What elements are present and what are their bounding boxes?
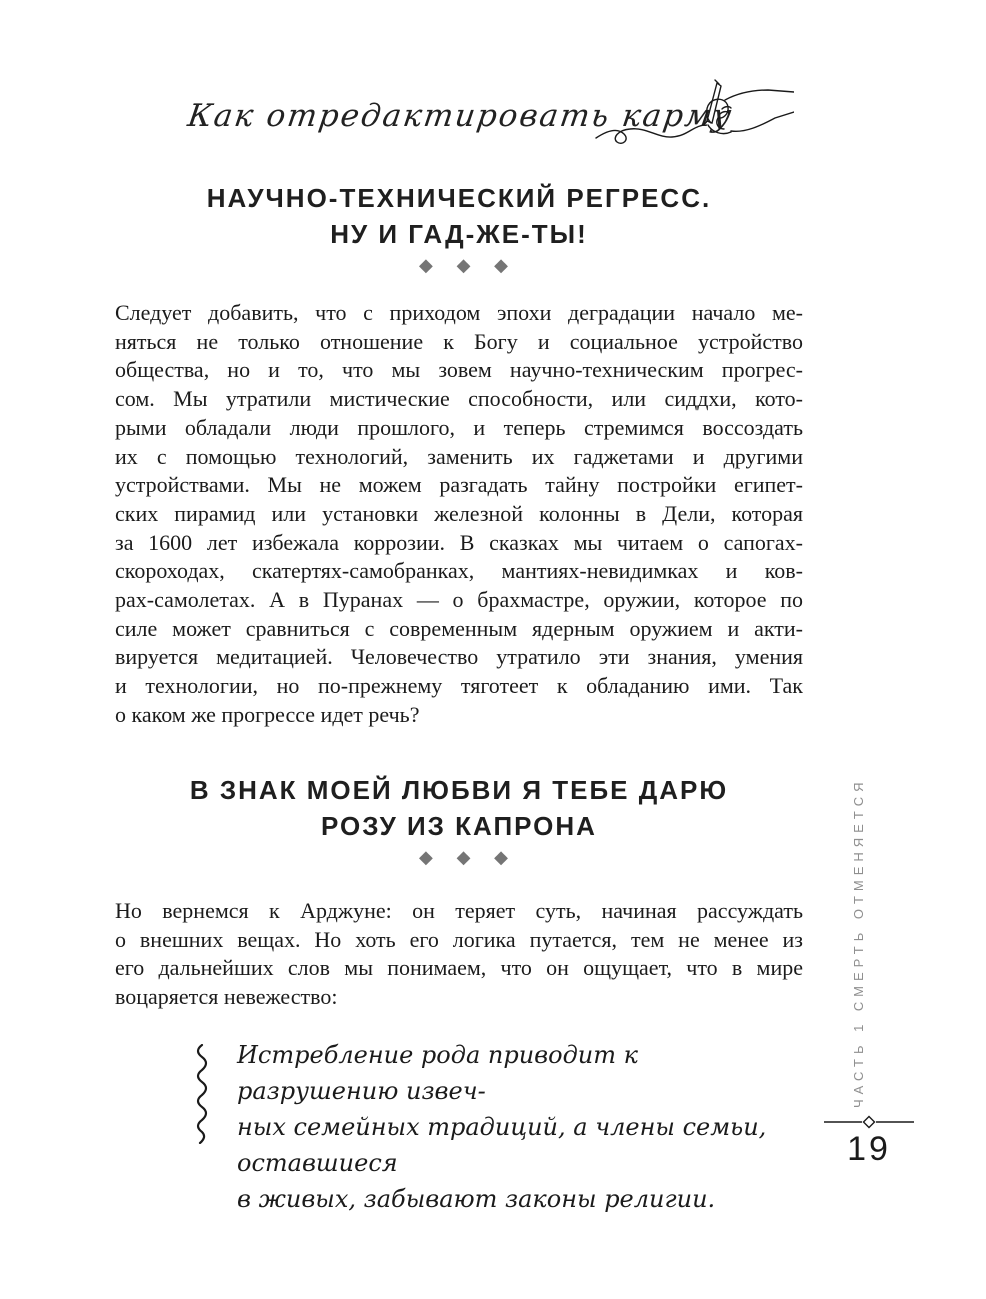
text-line: В ЗНАК МОЕЙ ЛЮБВИ Я ТЕБЕ ДАРЮ	[189, 775, 729, 805]
diamond-ornament: ◆ ◆ ◆	[419, 847, 517, 868]
body-paragraph	[115, 897, 803, 1012]
text-line: за 1600 лет избежала коррозии. В сказках мы читаем о сапогах-	[115, 529, 803, 555]
hand-pen-icon	[594, 76, 794, 172]
text-line: НАУЧНО-ТЕХНИЧЕСКИЙ РЕГРЕСС.	[206, 183, 712, 213]
text-line: рах-самолетах. А в Пуранах — о брахмастре, оружии, которое по	[115, 587, 803, 613]
text-line: и технологии, но по-прежнему тяготеет к обладанию ими. Так	[115, 673, 803, 699]
text-line: ных семейных традиций, а члены семьи, оставшиеся	[237, 1113, 767, 1177]
text-line: силе может сравниться с современным ядерным оружием и акти-	[115, 615, 803, 641]
text-line: сом. Мы утратили мистические способности, или сиддхи, кото-	[115, 386, 803, 412]
text-line: в живых, забывают законы религии.	[237, 1185, 716, 1213]
text-line: ских пирамид или установки железной колонны в Дели, которая	[115, 500, 803, 526]
text-line: няться не только отношение к Богу и социальное устройство	[115, 328, 803, 354]
running-header-title: Как отредактировать карму	[185, 98, 736, 134]
text-line: воцаряется невежество:	[115, 984, 338, 1010]
text-line: РОЗУ ИЗ КАПРОНА	[321, 811, 597, 841]
footer-divider-icon	[824, 1115, 914, 1129]
part-label-vertical: ЧАСТЬ 1 СМЕРТЬ ОТМЕНЯЕТСЯ	[851, 777, 866, 1108]
text-line: общества, но и то, что мы зовем научно-техническим прогрес-	[115, 357, 803, 383]
quote-brace-icon	[191, 1044, 211, 1144]
text-line: устройствами. Мы не можем разгадать тайну постройки египет-	[115, 472, 803, 498]
section-heading	[115, 772, 803, 844]
text-line: его дальнейших слов мы понимаем, что он ощущает, что в мире	[115, 955, 803, 981]
text-line: о внешних вещах. Но хоть его логика путается, тем не менее из	[115, 926, 803, 952]
text-line: Следует добавить, что с приходом эпохи деградации начало ме-	[115, 300, 803, 325]
body-paragraph	[115, 299, 803, 730]
text-line: вируется медитацией. Человечество утратило эти знания, умения	[115, 644, 803, 670]
text-line: Истребление рода приводит к разрушению извеч-	[237, 1041, 638, 1105]
text-line: НУ И ГАД-ЖЕ-ТЫ!	[330, 219, 588, 249]
text-line: Но вернемся к Арджуне: он теряет суть, начиная рассуждать	[115, 898, 803, 923]
text-line: рыми обладали люди прошлого, и теперь стремимся воссоздать	[115, 414, 803, 440]
text-line: скороходах, скатертях-самобранках, мантиях-невидимках и ков-	[115, 558, 803, 584]
text-line: о каком же прогрессе идет речь?	[115, 701, 420, 727]
section-heading	[115, 180, 803, 252]
block-quote	[237, 1037, 803, 1217]
page-number: 19	[847, 1130, 891, 1168]
diamond-ornament: ◆ ◆ ◆	[419, 255, 517, 276]
text-line: их с помощью технологий, заменить их гаджетами и другими	[115, 443, 803, 469]
